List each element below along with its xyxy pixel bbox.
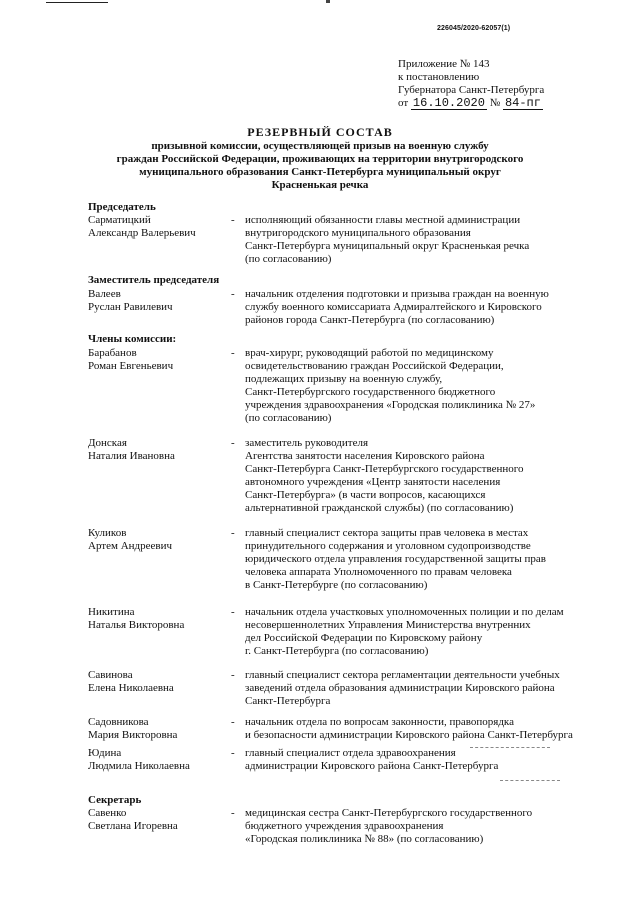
member-name: Савинова Елена Николаевна — [88, 669, 174, 694]
decree-date: 16.10.2020 — [412, 96, 485, 110]
decree-from: от — [398, 97, 409, 109]
section-members: Члены комиссии: — [88, 333, 177, 345]
member-position: начальник отделения подготовки и призыва граждан на военную службу военного комиссариата Адмиралтейского и Кировского районов города Санкт-Петербурга (по согласованию) — [245, 288, 549, 326]
subtitle-line: граждан Российской Федерации, проживающих на территории внутригородского — [116, 153, 524, 165]
decree-number: 84-пг — [504, 96, 541, 110]
dash: - — [231, 807, 235, 819]
dash: - — [231, 669, 235, 681]
dash: - — [231, 716, 235, 728]
document-subtitle — [0, 140, 640, 192]
appendix-line: Приложение № 143 — [398, 58, 490, 70]
top-rule — [46, 2, 108, 3]
member-name: Юдина Людмила Николаевна — [88, 747, 190, 772]
member-position: исполняющий обязанности главы местной администрации внутригородского муниципального образования Санкт-Петербурга муниципальный округ Красненькая речка (по согласованию) — [245, 214, 530, 265]
member-position: начальник отдела по вопросам законности, правопорядка и безопасности администрации Кировского района Санкт-Петербурга — [245, 716, 573, 741]
scan-artifact — [470, 747, 550, 748]
member-name: Куликов Артем Андреевич — [88, 527, 173, 552]
section-deputy: Заместитель председателя — [88, 274, 220, 286]
dash: - — [231, 606, 235, 618]
section-secretary: Секретарь — [88, 794, 142, 806]
member-position: медицинская сестра Санкт-Петербургского государственного бюджетного учреждения здравоохранения «Городская поликлиника № 88» (по согласованию) — [245, 807, 533, 845]
member-position: главный специалист сектора защиты прав человека в местах принудительного содержания и уголовном судопроизводстве юридического отдела управления государственной защиты прав человека аппарата Уполномоченного по правам человека в Санкт-Петербурге (по согласованию) — [245, 527, 546, 591]
document-title: РЕЗЕРВНЫЙ СОСТАВ — [247, 125, 393, 139]
top-mark — [326, 0, 330, 3]
dash: - — [231, 527, 235, 539]
dash: - — [231, 347, 235, 359]
dash: - — [231, 747, 235, 759]
decree-line — [398, 97, 544, 110]
member-name: Савенко Светлана Игоревна — [88, 807, 178, 832]
member-name: Садовникова Мария Викторовна — [88, 716, 178, 741]
subtitle-line: призывной комиссии, осуществляющей призыв на военную службу — [151, 140, 489, 152]
subtitle-line: муниципального образования Санкт-Петербурга муниципальный округ — [139, 166, 501, 178]
appendix-line: к постановлению — [398, 71, 480, 83]
section-chair: Председатель — [88, 201, 156, 213]
dash: - — [231, 288, 235, 300]
member-position: врач-хирург, руководящий работой по медицинскому освидетельствованию граждан Российской Федерации, подлежащих призыву на военную службу, Санкт-Петербургского государственного бюджетного учреждения здравоохранения «Городская поликлиника № 27» (по согласованию) — [245, 347, 536, 424]
subtitle-line: Красненькая речка — [271, 179, 369, 191]
member-position: начальник отдела участковых уполномоченных полиции и по делам несовершеннолетних Управления Министерства внутренних дел Российской Федерации по Кировскому району г. Санкт-Петербурга (по согласованию) — [245, 606, 564, 657]
member-position: заместитель руководителя Агентства занятости населения Кировского района Санкт-Петербурга Санкт-Петербургского государственного автономного учреждения «Центр занятости населения Санкт-Петербурга» (в части вопросов, касающихся альтернативной гражданской службы) (по согласованию) — [245, 437, 524, 514]
appendix-block — [398, 58, 544, 110]
member-name: Сарматицкий Александр Валерьевич — [88, 214, 196, 239]
member-name: Валеев Руслан Равилевич — [88, 288, 173, 313]
member-name: Никитина Наталья Викторовна — [88, 606, 185, 631]
member-name: Донская Наталия Ивановна — [88, 437, 175, 462]
member-position: главный специалист сектора регламентации деятельности учебных заведений отдела образования администрации Кировского района Санкт-Петербурга — [245, 669, 560, 707]
member-name: Барабанов Роман Евгеньевич — [88, 347, 174, 372]
member-position: главный специалист отдела здравоохранения администрации Кировского района Санкт-Петербурга — [245, 747, 499, 772]
document-number: 226045/2020-62057(1) — [437, 25, 511, 32]
dash: - — [231, 437, 235, 449]
decree-number-sign: № — [489, 97, 501, 109]
dash: - — [231, 214, 235, 226]
appendix-line: Губернатора Санкт-Петербурга — [398, 84, 545, 96]
scan-artifact — [500, 780, 560, 781]
